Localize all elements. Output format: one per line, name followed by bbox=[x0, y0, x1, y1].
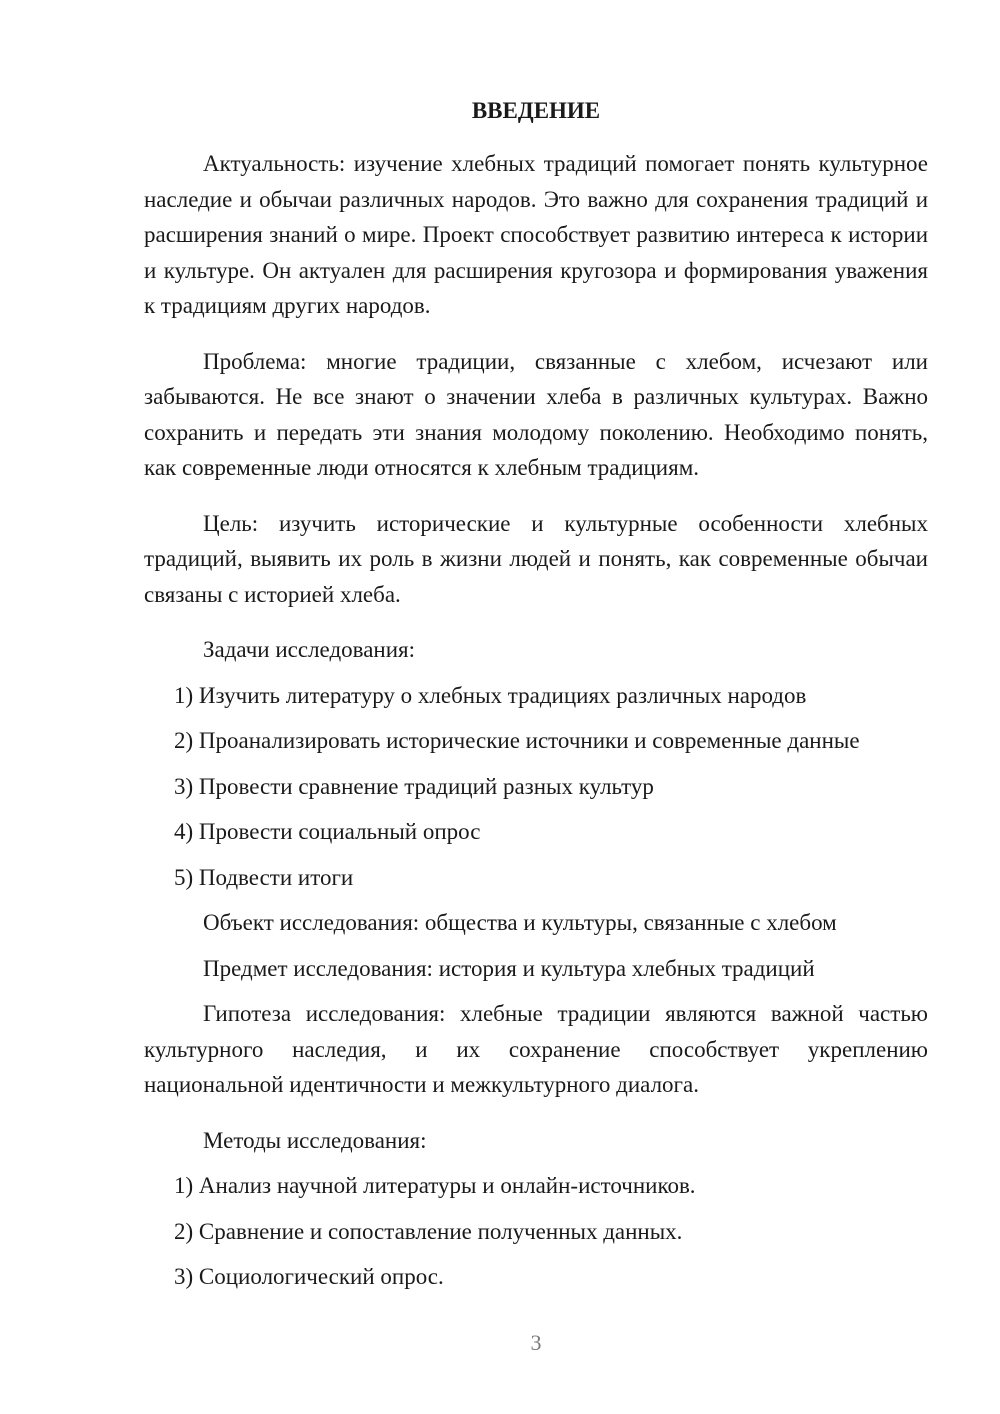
paragraph-problem: Проблема: многие традиции, связанные с хлебом, исчезают или забываются. Не все знают о значении хлеба в различных культурах. Важно сохранить и передать эти знания молодому поколению. Необходимо понять, как современные люди относятся к хлебным традициям. bbox=[144, 348, 928, 480]
method-item-2: 2) Сравнение и сопоставление полученных данных. bbox=[174, 1218, 683, 1244]
paragraph-relevance: Актуальность: изучение хлебных традиций помогает понять культурное наследие и обычаи различных народов. Это важно для сохранения традиций и расширения знаний о мире. Проект способствует развитию интереса к истории и культуре. Он актуален для расширения кругозора и формирования уважения к традициям других народов. bbox=[144, 151, 928, 318]
paragraph-hypothesis: Гипотеза исследования: хлебные традиции являются важной частью культурного наследия, и их сохранение способствует укреплению национальной идентичности и межкультурного диалога. bbox=[144, 1001, 928, 1097]
paragraph-subject: Предмет исследования: история и культура хлебных традиций bbox=[203, 955, 815, 981]
page-content bbox=[144, 96, 928, 1305]
tasks-heading: Задачи исследования: bbox=[203, 637, 416, 662]
methods-heading: Методы исследования: bbox=[203, 1127, 427, 1153]
task-item-4: 4) Провести социальный опрос bbox=[174, 819, 481, 844]
task-item-3: 3) Провести сравнение традиций разных культур bbox=[174, 773, 654, 799]
task-item-2: 2) Проанализировать исторические источники и современные данные bbox=[174, 728, 860, 753]
method-item-3: 3) Социологический опрос. bbox=[174, 1264, 444, 1289]
page-title: ВВЕДЕНИЕ bbox=[471, 98, 601, 123]
paragraph-goal: Цель: изучить исторические и культурные особенности хлебных традиций, выявить их роль в жизни людей и понять, как современные обычаи связаны с историей хлеба. bbox=[144, 510, 928, 607]
paragraph-object: Объект исследования: общества и культуры, связанные с хлебом bbox=[203, 910, 837, 935]
task-item-5: 5) Подвести итоги bbox=[174, 864, 354, 890]
page-number: 3 bbox=[530, 1330, 542, 1355]
task-item-1: 1) Изучить литературу о хлебных традициях различных народов bbox=[174, 682, 807, 708]
method-item-1: 1) Анализ научной литературы и онлайн-источников. bbox=[174, 1173, 696, 1198]
